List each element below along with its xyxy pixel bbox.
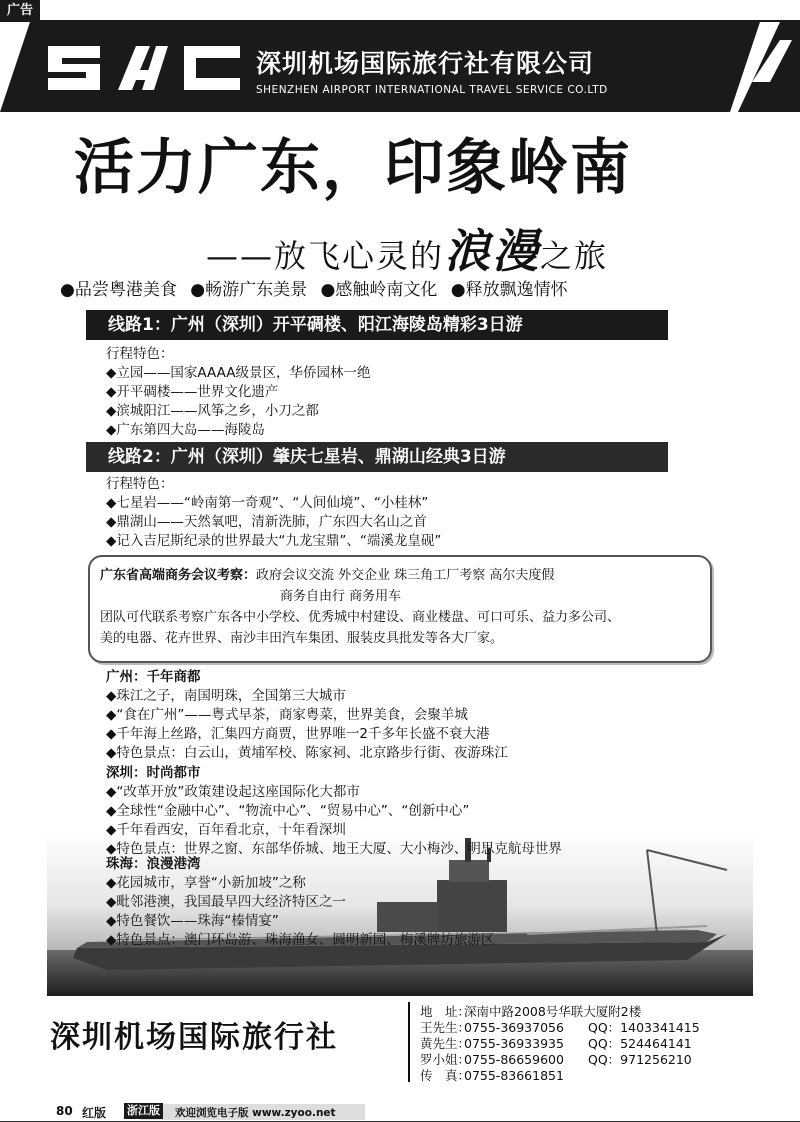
shenzhen-title: 深圳：时尚都市 (106, 765, 201, 781)
ad-label: 广告 (0, 0, 40, 22)
conference-line1: 政府会议交流 外交企业 珠三角工厂考察 高尔夫度假 (256, 568, 555, 583)
zhuhai-section (106, 855, 494, 950)
route2-details (106, 475, 441, 551)
company-name-en: SHENZHEN AIRPORT INTERNATIONAL TRAVEL SERVICE CO.LTD (256, 84, 608, 96)
zhuhai-title: 珠海：浪漫港湾 (106, 856, 201, 872)
highlight-bullets (60, 275, 576, 300)
footer-divider (408, 1002, 410, 1082)
conference-line2: 商务自由行 商务用车 (280, 589, 402, 604)
list-item: ◆“食在广州”——粤式早茶，商家粤菜，世界美食，会聚羊城 (106, 707, 468, 723)
contact-info (420, 1004, 700, 1084)
contact-row (420, 1020, 700, 1036)
list-item: ◆花园城市，享誉“小新加坡”之称 (106, 875, 306, 891)
list-item: ◆“改革开放”政策建设起这座国际化大都市 (106, 784, 360, 800)
headline: 活力广东，印象岭南 (74, 133, 632, 203)
list-item: ◆滨城阳江——风筝之乡，小刀之都 (106, 403, 319, 419)
bullet-item: ●畅游广东美景 (190, 280, 308, 300)
guangzhou-section (106, 668, 508, 763)
list-item: ◆记入吉尼斯纪录的世界最大“九龙宝鼎”、“端溪龙皇砚” (106, 533, 442, 549)
list-item: ◆立园——国家AAAA级景区，华侨园林一绝 (106, 365, 371, 381)
list-item: ◆毗邻港澳，我国最早四大经济特区之一 (106, 894, 346, 910)
conference-line4: 美的电器、花卉世界、南沙丰田汽车集团、服装皮具批发等各大厂家。 (100, 631, 504, 646)
bullet-item: ●释放飘逸情怀 (450, 280, 568, 300)
company-name-cn: 深圳机场国际旅行社有限公司 (256, 49, 595, 78)
conference-box (88, 555, 712, 663)
logo-icon (44, 40, 244, 98)
contact-qq: QQ：971256210 (588, 1052, 692, 1067)
contact-name: 王先生： (420, 1020, 471, 1035)
list-item: ◆特色景点：世界之窗、东部华侨城、地王大厦、大小梅沙、明思克航母世界 (106, 841, 562, 857)
list-item: ◆全球性“金融中心”、“物流中心”、“贸易中心”、“创新中心” (106, 803, 470, 819)
sac-logo (44, 40, 244, 98)
subheadline-suffix: 之旅 (540, 237, 609, 275)
list-item: ◆开平碉楼——世界文化遗产 (106, 384, 279, 400)
fax-label: 传 真： (420, 1068, 471, 1083)
page-number: 80 (56, 1104, 73, 1118)
list-item: ◆七星岩——“岭南第一奇观”、“人间仙境”、“小桂林” (106, 495, 429, 511)
contact-name: 罗小姐： (420, 1052, 471, 1067)
bullet-item: ●品尝粤港美食 (60, 280, 177, 300)
route1-title: 线路1：广州（深圳）开平碉楼、阳江海陵岛精彩3日游 (86, 310, 668, 340)
subheadline-prefix: ——放飞心灵的 (206, 237, 445, 275)
contact-qq: QQ：524464141 (588, 1036, 692, 1051)
contact-name: 黄先生： (420, 1036, 471, 1051)
address-value: 深南中路2008号华联大厦附2楼 (464, 1004, 642, 1019)
contact-phone: 0755-36933935 (464, 1036, 564, 1051)
contact-qq: QQ：1403341415 (588, 1020, 700, 1035)
contact-phone: 0755-36937056 (464, 1020, 564, 1035)
route1-details (106, 345, 370, 440)
guangzhou-title: 广州：千年商都 (106, 669, 201, 685)
list-item: ◆珠江之子，南国明珠，全国第三大城市 (106, 688, 346, 704)
region-badge: 浙江版 (124, 1103, 163, 1119)
list-item: ◆特色景点：澳门环岛游、珠海渔女、圆明新园、梅溪牌坊旅游区 (106, 932, 495, 948)
contact-row (420, 1036, 700, 1052)
bullet-item: ●感触岭南文化 (320, 280, 438, 300)
conference-line3: 团队可代联系考察广东各中小学校、优秀城中村建设、商业楼盘、可口可乐、益力多公司、 (100, 610, 621, 625)
route2-feature-label: 行程特色： (106, 476, 174, 492)
fax-value: 0755-83661851 (464, 1068, 564, 1083)
route1-feature-label: 行程特色： (106, 346, 174, 362)
footer-agency-name: 深圳机场国际旅行社 (50, 1020, 338, 1055)
address-row (420, 1004, 700, 1020)
list-item: ◆千年看西安，百年看北京，十年看深圳 (106, 822, 346, 838)
address-label: 地 址： (420, 1004, 471, 1019)
list-item: ◆特色餐饮——珠海“榛情宴” (106, 913, 279, 929)
contact-row (420, 1052, 700, 1068)
shenzhen-section (106, 764, 562, 859)
edition-label: 红版 (82, 1106, 107, 1120)
contact-phone: 0755-86659600 (464, 1052, 564, 1067)
list-item: ◆广东第四大岛——海陵岛 (106, 422, 265, 438)
subheadline-fancy: 浪漫 (444, 224, 541, 278)
website-link[interactable]: 欢迎浏览电子版 www.zyoo.net (175, 1107, 336, 1119)
conference-title: 广东省高端商务会议考察： (100, 568, 257, 583)
list-item: ◆千年海上丝路，汇集四方商贾，世界唯一2千多年长盛不衰大港 (106, 726, 490, 742)
route2-title: 线路2：广州（深圳）肇庆七星岩、鼎湖山经典3日游 (86, 442, 668, 472)
list-item: ◆鼎湖山——天然氧吧，清新洗肺，广东四大名山之首 (106, 514, 427, 530)
list-item: ◆特色景点：白云山，黄埔军校、陈家祠、北京路步行街、夜游珠江 (106, 745, 508, 761)
subheadline (206, 215, 608, 281)
fax-row (420, 1068, 700, 1084)
